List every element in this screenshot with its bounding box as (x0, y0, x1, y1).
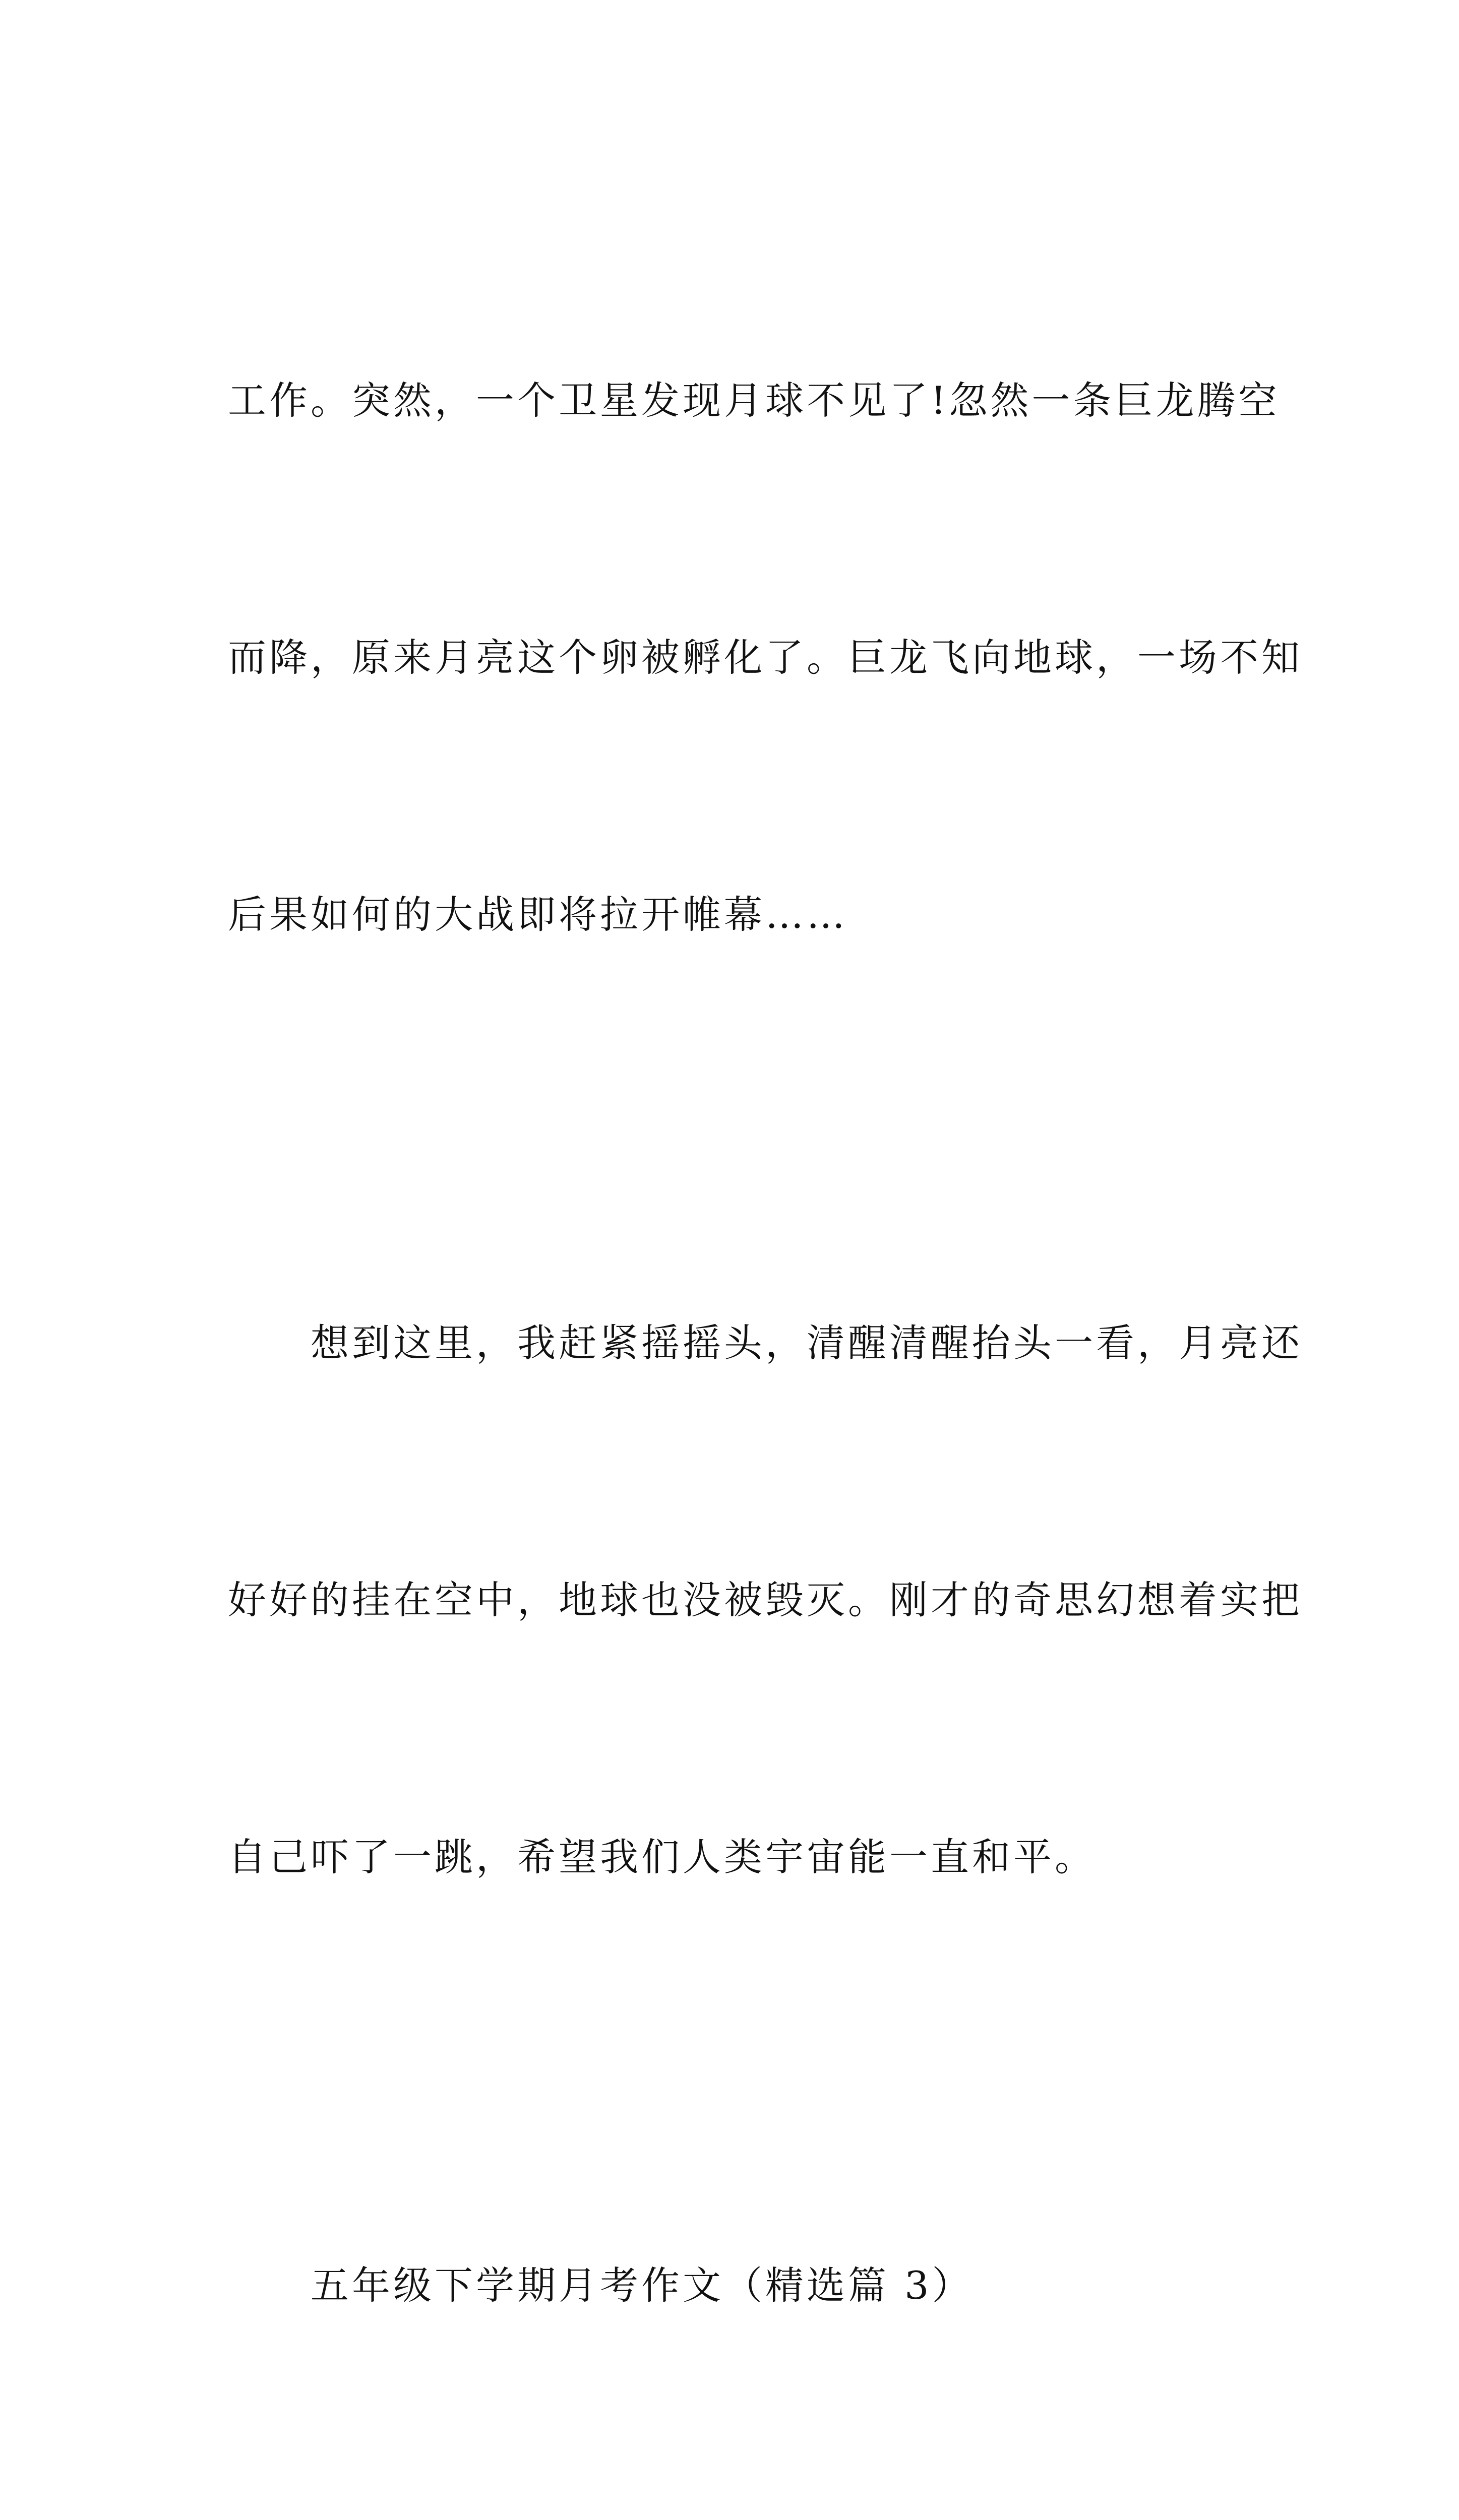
text-line: 好好的挂在空中，地球也没被毁灭。刚才的奇思幻想着实把 (228, 1578, 1303, 1622)
text-line: 工作。突然，一个卫星发现月球不见了!忽然一条巨龙腾空 (228, 378, 1280, 423)
section-heading (228, 2071, 1246, 2500)
text-line: 而降，原来月亮这个卵被孵化了。巨龙飞向地球，一场不知 (228, 635, 1303, 680)
heading-line: 五年级下学期月考作文（精选篇 3） (228, 2263, 974, 2308)
document-body (228, 186, 1303, 2520)
paragraph-4 (228, 2500, 1246, 2520)
text-line: 想到这里，我赶紧摇摇头，清醒清醒抬头一看，月亮还 (228, 1320, 1303, 1365)
text-line: 后果如何的大战即将拉开帷幕…… (228, 892, 848, 937)
text-line: 自己吓了一跳，希望我们人类宇宙能一直和平。 (228, 1835, 1096, 1879)
paragraph-1 (228, 186, 1303, 1129)
paragraph-2 (228, 1129, 1303, 2071)
